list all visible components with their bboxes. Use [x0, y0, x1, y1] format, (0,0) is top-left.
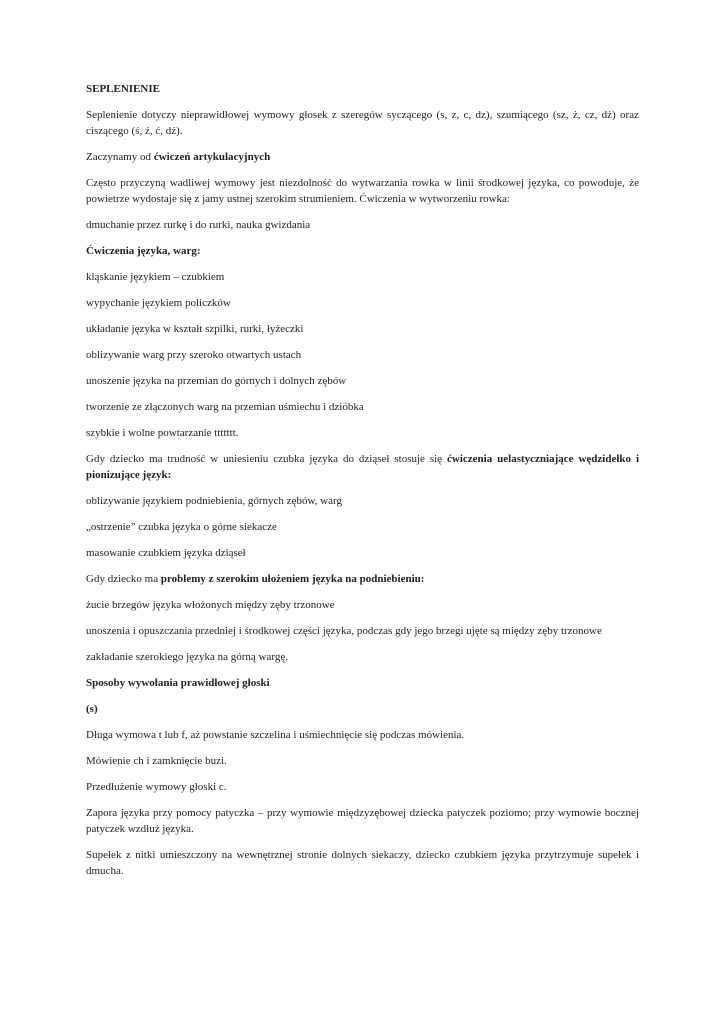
- exercise-item: kląskanie językiem – czubkiem: [86, 271, 225, 283]
- wide-paragraph: [86, 571, 639, 587]
- exercise-item: wypychanie językiem policzków: [86, 297, 231, 309]
- method-item: Supełek z nitki umieszczony na wewnętrznej stronie dolnych siekaczy, dziecko czubkiem języka przytrzymuje supełek i dmucha.: [86, 849, 639, 877]
- intro-paragraph: Seplenienie dotyczy nieprawidłowej wymowy głosek z szeregów syczącego (s, z, c, dz), szumiącego (sz, ż, cz, dż) oraz ciszącego (ś, ź, ć, dź).: [86, 109, 639, 137]
- cause-paragraph: Często przyczyną wadliwej wymowy jest niezdolność do wytwarzania rowka w linii środkowej języka, co powoduje, że powietrze wydostaje się z jamy ustnej szerokim strumieniem. Ćwiczenia w wytworzeniu rowka:: [86, 177, 639, 205]
- wide-bold: problemy z szerokim ułożeniem języka na podniebieniu:: [160, 573, 425, 585]
- difficulty-prefix: Gdy dziecko ma trudność w uniesieniu czubka języka do dziąseł stosuje się: [86, 453, 448, 465]
- methods-heading: Sposoby wywołania prawidłowej głoski: [86, 677, 270, 689]
- wide-exercise-item: żucie brzegów języka włożonych między zęby trzonowe: [86, 599, 335, 611]
- method-item: Mówienie ch i zamknięcie buzi.: [86, 755, 227, 767]
- difficulty-paragraph: [86, 451, 639, 483]
- exercise-item: oblizywanie warg przy szeroko otwartych ustach: [86, 349, 302, 361]
- wide-exercise-item: zakładanie szerokiego języka na górną wargę.: [86, 651, 288, 663]
- difficulty-bold: ćwiczenia uelastyczniające wędzidełko i pionizujące język:: [86, 453, 640, 481]
- exercise-item: unoszenie języka na przemian do górnych i dolnych zębów: [86, 375, 347, 387]
- wide-exercise-item: unoszenia i opuszczania przedniej i środkowej części języka, podczas gdy jego brzegi ujęte są między zęby trzonowe: [86, 625, 602, 637]
- exercise-item: tworzenie ze złączonych warg na przemian uśmiechu i dzióbka: [86, 401, 364, 413]
- document-title: SEPLENIENIE: [86, 83, 160, 95]
- method-item: Przedłużenie wymowy głoski c.: [86, 781, 227, 793]
- vertical-exercise-item: „ostrzenie” czubka języka o górne siekacze: [86, 521, 277, 533]
- exercise-item: szybkie i wolne powtarzanie ttttttt.: [86, 427, 239, 439]
- start-bold: ćwiczeń artykulacyjnych: [153, 151, 271, 163]
- vertical-exercise-item: oblizywanie językiem podniebienia, górnych zębów, warg: [86, 495, 342, 507]
- exercises-heading: Ćwiczenia języka, warg:: [86, 245, 201, 257]
- sound-label: (s): [86, 703, 98, 715]
- wide-prefix: Gdy dziecko ma: [86, 573, 161, 585]
- start-prefix: Zaczynamy od: [86, 151, 154, 163]
- start-paragraph: [86, 149, 639, 165]
- vertical-exercise-item: masowanie czubkiem języka dziąseł: [86, 547, 246, 559]
- method-item: Długa wymowa t lub f, aż powstanie szczelina i uśmiechnięcie się podczas mówienia.: [86, 729, 465, 741]
- blowing-paragraph: dmuchanie przez rurkę i do rurki, nauka gwizdania: [86, 219, 311, 231]
- exercise-item: układanie języka w kształt szpilki, rurki, łyżeczki: [86, 323, 304, 335]
- document-page: [86, 81, 639, 889]
- method-item: Zapora języka przy pomocy patyczka – przy wymowie międzyzębowej dziecka patyczek poziomo; przy wymowie bocznej patyczek wzdłuż języka.: [86, 807, 639, 835]
